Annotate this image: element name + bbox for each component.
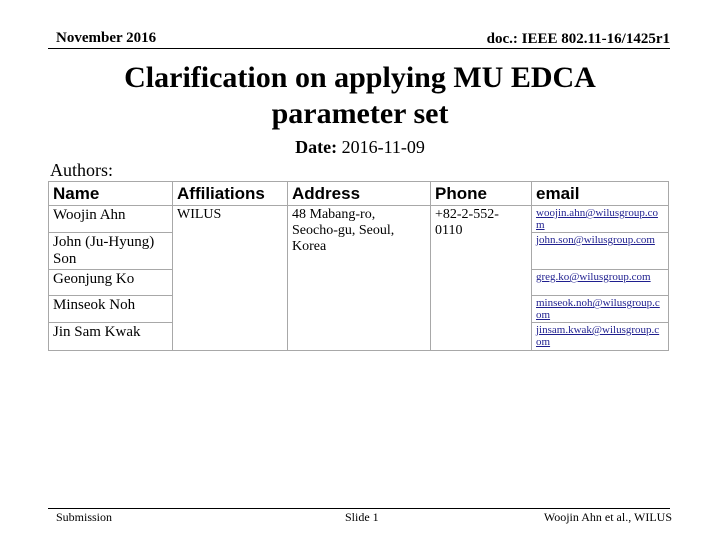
footer-slide-number: Slide 1 [345,510,379,524]
author-name: Woojin Ahn [49,206,173,233]
table-header-row [49,182,669,206]
title-line-2: parameter set [271,97,449,130]
address-line-3: Korea [292,239,327,254]
footer-rule [48,508,670,509]
date-line [0,137,720,158]
author-name: Minseok Noh [49,296,173,323]
author-name: Geonjung Ko [49,270,173,296]
date-label: Date: [295,137,338,157]
author-email-link[interactable]: jinsam.kwak@wilusgroup.com [532,323,669,351]
table-row [49,206,669,233]
affiliation-cell: WILUS [173,206,288,351]
col-header-affiliations: Affiliations [173,182,288,206]
phone-line-1: +82-2-552- [435,207,499,222]
author-email-link[interactable]: john.son@wilusgroup.com [532,233,669,270]
authors-label: Authors: [50,160,113,180]
date-value: 2016-11-09 [341,137,425,157]
author-email-link[interactable]: minseok.noh@wilusgroup.com [532,296,669,323]
author-name: Jin Sam Kwak [49,323,173,351]
col-header-address: Address [288,182,431,206]
col-header-email: email [532,182,669,206]
col-header-name: Name [49,182,173,206]
address-line-2: Seocho-gu, Seoul, [292,223,395,238]
address-line-1: 48 Mabang-ro, [292,207,376,222]
phone-line-2: 0110 [435,223,463,238]
header-date: November 2016 [56,30,157,46]
footer-authors: Woojin Ahn et al., WILUS [543,510,672,524]
header-rule [48,48,670,49]
phone-cell [431,206,532,351]
address-cell [288,206,431,351]
header-doc-id: doc.: IEEE 802.11-16/1425r1 [486,31,670,47]
author-email-link[interactable]: greg.ko@wilusgroup.com [532,270,669,296]
author-name: John (Ju-Hyung) Son [49,233,173,270]
author-email-link[interactable]: woojin.ahn@wilusgroup.com [532,206,669,233]
title-line-1: Clarification on applying MU EDCA [124,61,596,94]
authors-table [48,181,669,351]
slide-title [40,60,680,132]
col-header-phone: Phone [431,182,532,206]
footer-submission: Submission [56,510,113,524]
